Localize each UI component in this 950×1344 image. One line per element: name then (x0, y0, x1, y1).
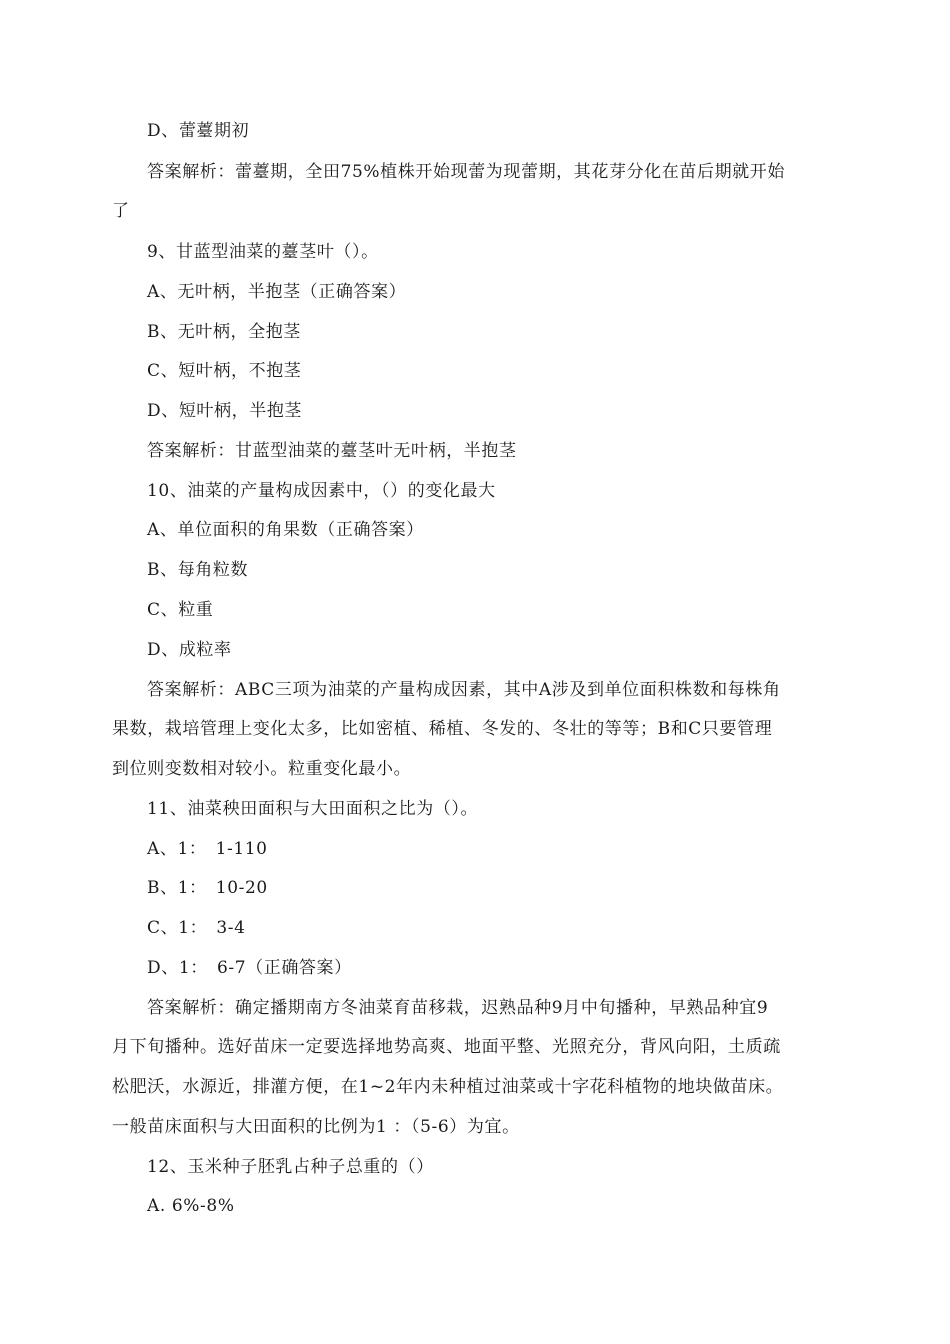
option-a-q9: A、无叶柄，半抱茎（正确答案） (147, 282, 407, 302)
option-d-q10: D、成粒率 (147, 640, 232, 660)
option-c-q9: C、短叶柄，不抱茎 (147, 361, 302, 381)
option-a-q12: A. 6%-8% (147, 1196, 235, 1216)
answer-analysis-q9: 答案解析：甘蓝型油菜的薹茎叶无叶柄，半抱茎 (147, 441, 517, 461)
answer-analysis-q10-cont1: 果数，栽培管理上变化太多，比如密植、稀植、冬发的、冬壮的等等；B和C只要管理 (112, 719, 773, 739)
option-b-q10: B、每角粒数 (147, 560, 249, 580)
answer-analysis-q10: 答案解析：ABC三项为油菜的产量构成因素，其中A涉及到单位面积株数和每株角 (147, 680, 781, 700)
question-9: 9、甘蓝型油菜的薹茎叶（）。 (147, 242, 379, 262)
option-a-q11: A、1： 1-110 (147, 839, 268, 859)
answer-analysis-q11: 答案解析：确定播期南方冬油菜育苗移栽，迟熟品种9月中旬播种，早熟品种宜9 (147, 998, 769, 1018)
answer-analysis-q8: 答案解析：蕾薹期，全田75%植株开始现蕾为现蕾期，其花芽分化在苗后期就开始 (147, 162, 785, 182)
answer-analysis-q8-cont: 了 (112, 201, 130, 221)
answer-analysis-q11-cont1: 月下旬播种。选好苗床一定要选择地势高爽、地面平整、光照充分，背风向阳，土质疏 (112, 1037, 781, 1057)
option-a-q10: A、单位面积的角果数（正确答案） (147, 520, 424, 540)
question-10: 10、油菜的产量构成因素中，（）的变化最大 (147, 481, 496, 501)
option-b-q9: B、无叶柄，全抱茎 (147, 322, 301, 342)
option-c-q10: C、粒重 (147, 600, 214, 620)
option-d-q9: D、短叶柄，半抱茎 (147, 401, 303, 421)
option-b-q11: B、1： 10-20 (147, 878, 268, 898)
answer-analysis-q10-cont2: 到位则变数相对较小。粒重变化最小。 (112, 759, 412, 779)
answer-analysis-q11-cont2: 松肥沃，水源近，排灌方便，在1~2年内未种植过油菜或十字花科植物的地块做苗床。 (112, 1077, 784, 1097)
question-12: 12、玉米种子胚乳占种子总重的（） (147, 1157, 434, 1177)
question-11: 11、油菜秧田面积与大田面积之比为（）。 (147, 799, 479, 819)
option-d-q11: D、1： 6-7（正确答案） (147, 958, 352, 978)
option-d-q8: D、蕾薹期初 (147, 121, 250, 141)
answer-analysis-q11-cont3: 一般苗床面积与大田面积的比例为1 ：（5-6）为宜。 (112, 1117, 520, 1137)
option-c-q11: C、1： 3-4 (147, 918, 246, 938)
